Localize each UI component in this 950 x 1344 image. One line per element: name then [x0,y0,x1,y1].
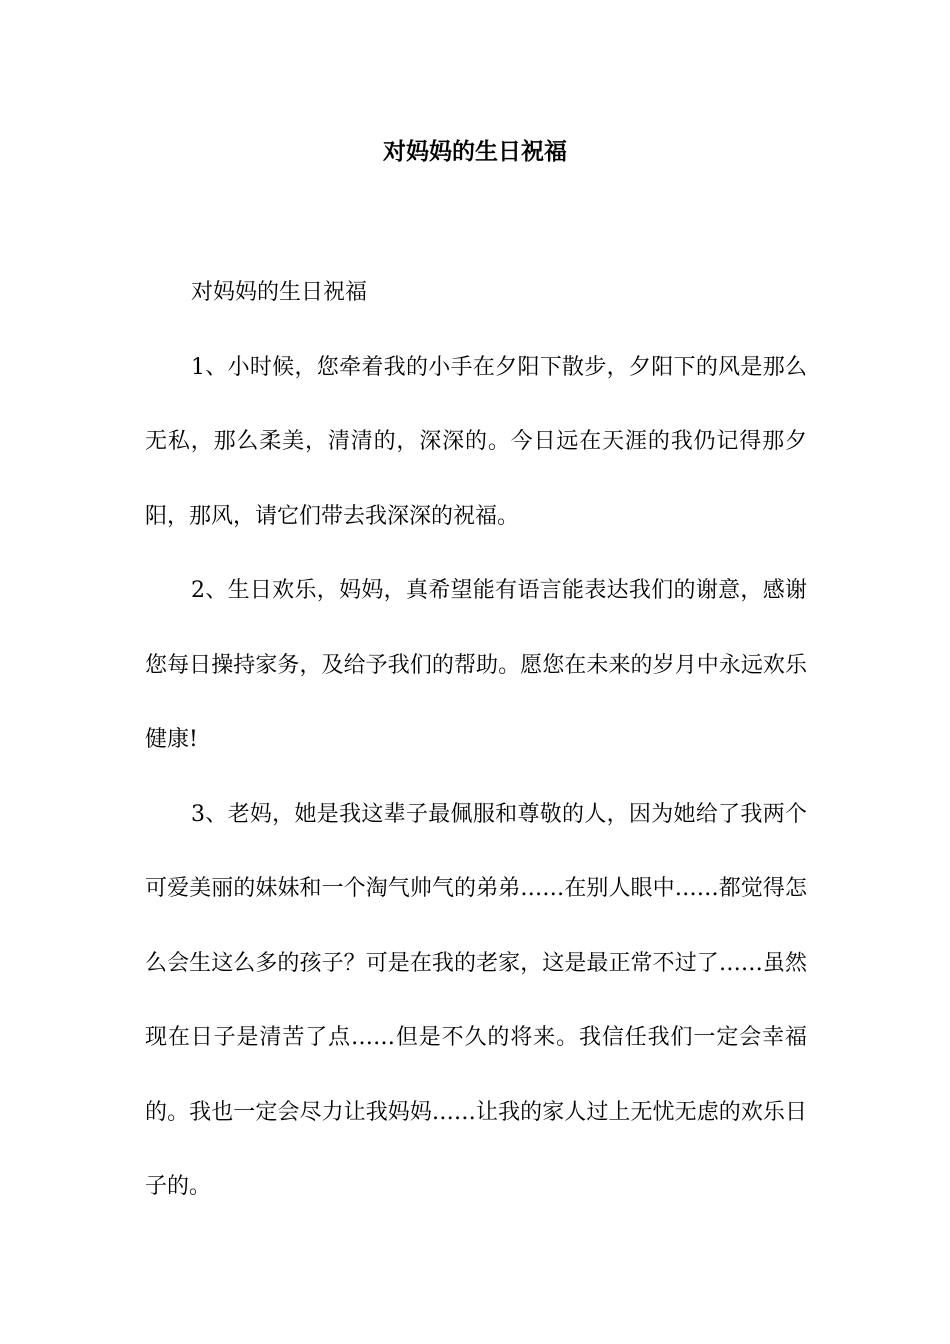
paragraph-heading: 对妈妈的生日祝福 [191,280,368,305]
paragraph-3: 3、老妈，她是我这辈子最佩服和尊敬的人，因为她给了我两个可爱美丽的妹妹和一个淘气帅气的弟弟……在别人眼中……都觉得怎么会生这么多的孩子？可是在我的老家，这是最正常不过了……虽然现在日子是清苦了点……但是不久的将来。我信任我们一定会幸福的。我也一定会尽力让我妈妈……让我的家人过上无忧无虑的欢乐日子的。 [145,801,807,1199]
document-title: 对妈妈的生日祝福 [383,138,567,165]
document-body [145,256,807,1225]
paragraph-1: 1、小时候，您牵着我的小手在夕阳下散步，夕阳下的风是那么无私，那么柔美，清清的，深深的。今日远在天涯的我仍记得那夕阳，那风，请它们带去我深深的祝福。 [145,354,807,529]
paragraph-2: 2、生日欢乐，妈妈，真希望能有语言能表达我们的谢意，感谢您每日操持家务，及给予我们的帮助。愿您在未来的岁月中永远欢乐健康! [145,578,807,752]
